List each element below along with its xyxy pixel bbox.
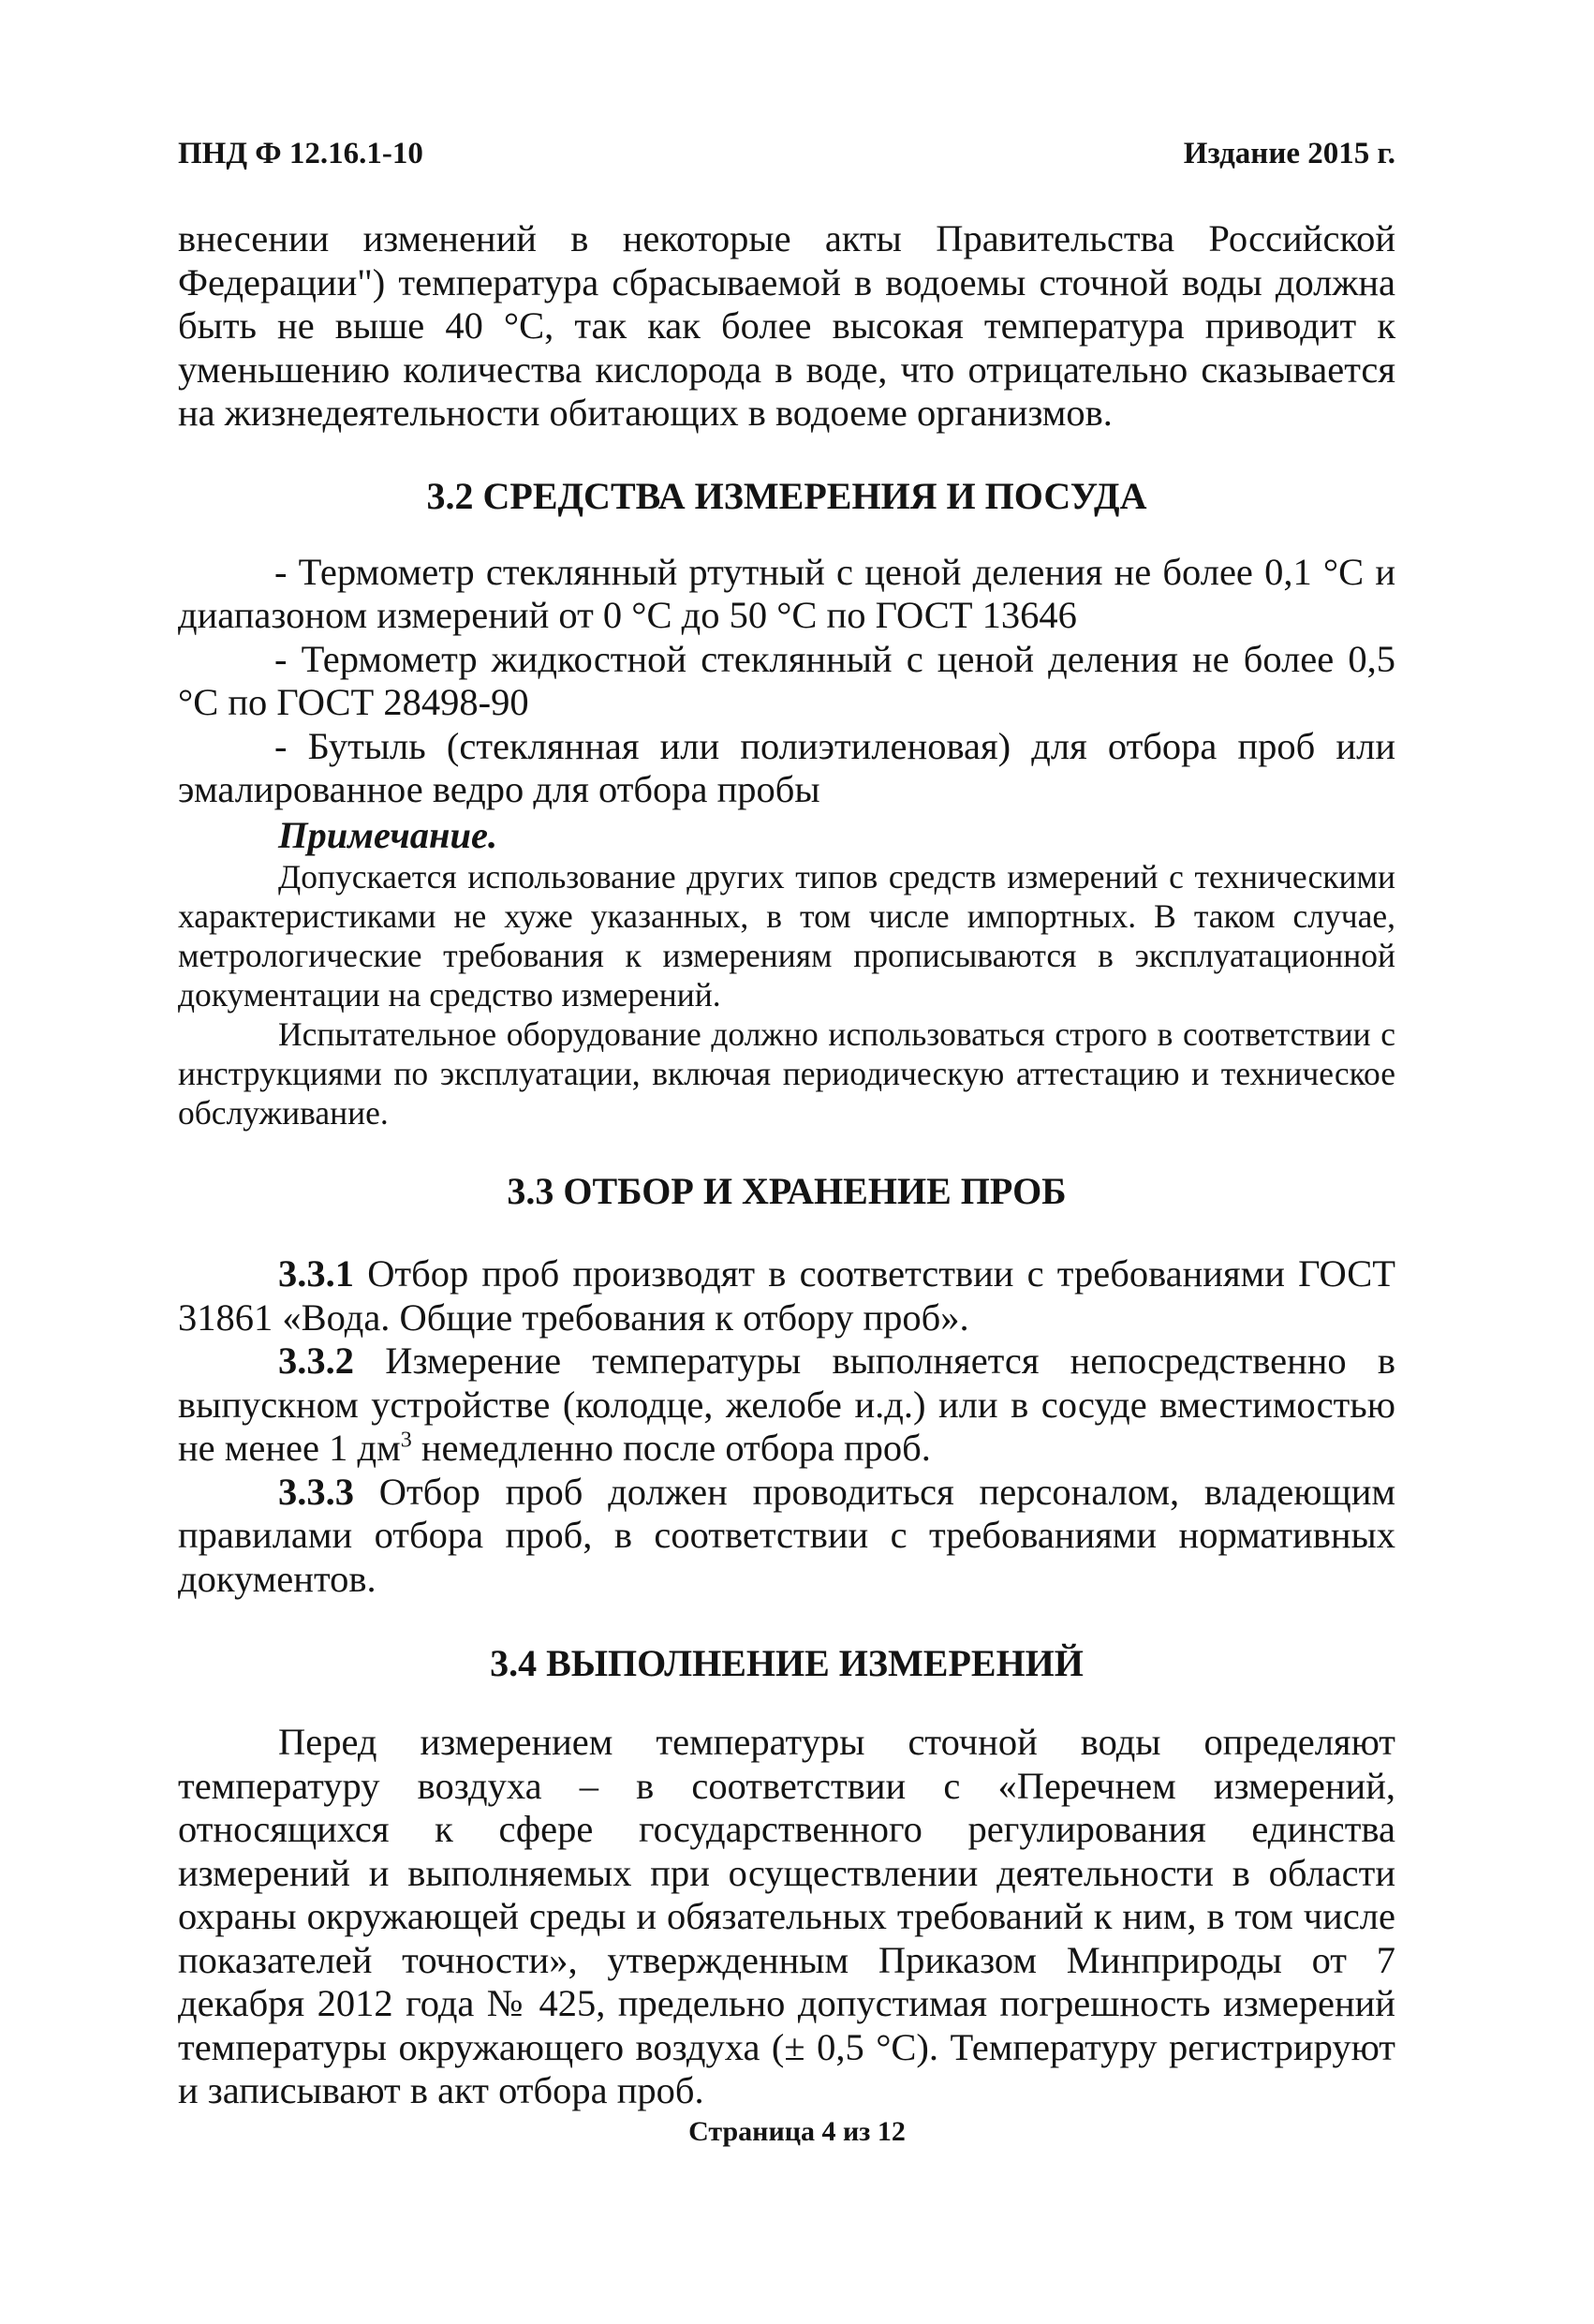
section-3-3-title: 3.3 ОТБОР И ХРАНЕНИЕ ПРОБ (507, 1170, 1067, 1212)
clause-text: Отбор проб производят в соответствии с требованиями ГОСТ 31861 «Вода. Общие требования к отбору проб». (178, 1252, 1395, 1339)
note-paragraph: Испытательное оборудование должно использоваться строго в соответствии с инструкциями по эксплуатации, включая периодическую аттестацию и техническое обслуживание. (178, 1015, 1395, 1132)
equipment-item: - Термометр стеклянный ртутный с ценой деления не более 0,1 °С и диапазоном измерений от 0 °С до 50 °С по ГОСТ 13646 (178, 550, 1395, 636)
note-title: Примечание. (278, 813, 498, 856)
clause-3-3-1 (178, 1252, 1395, 1340)
section-3-2-title: 3.2 СРЕДСТВА ИЗМЕРЕНИЯ И ПОСУДА (426, 474, 1147, 517)
clause-3-3-3 (178, 1471, 1395, 1602)
clause-text-cont: немедленно после отбора проб. (411, 1427, 931, 1469)
equipment-item: - Бутыль (стеклянная или полиэтиленовая) для отбора проб или эмалированное ведро для отбора пробы (178, 724, 1395, 810)
clause-text: Отбор проб должен проводиться персоналом, владеющим правилами отбора проб, в соответствии с требованиями нормативных документов. (178, 1470, 1396, 1600)
edition-label: Издание 2015 г. (1183, 137, 1395, 170)
note-paragraph: Допускается использование других типов средств измерений с техническими характеристиками не хуже указанных, в том числе импортных. В таком случае, метрологические требования к измерениям прописываются в эксплуатационной документации на средство измерений. (178, 858, 1395, 1014)
measurement-paragraph: Перед измерением температуры сточной воды определяют температуру воздуха – в соответствии с «Перечнем измерений, относящихся к сфере государственного регулирования единства измерений и выполняемых при осуществлении деятельности в области охраны окружающей среды и обязательных требований к ним, в том числе показателей точности», утвержденным Приказом Минприроды от 7 декабря 2012 года № 425, предельно допустимая погрешность измерений температуры окружающего воздуха (± 0,5 °С). Температуру регистрируют и записывают в акт отбора проб. (178, 1721, 1395, 2111)
page-header (178, 137, 1395, 184)
section-3-4-title: 3.4 ВЫПОЛНЕНИЕ ИЗМЕРЕНИЙ (490, 1642, 1084, 1684)
document-code: ПНД Ф 12.16.1-10 (178, 137, 423, 170)
clause-text: Измерение температуры выполняется непосредственно в выпускном устройстве (колодце, желобе и.д.) или в сосуде вместимостью не менее 1 дм (178, 1340, 1395, 1469)
document-body (178, 217, 1395, 2113)
superscript-cube: 3 (400, 1428, 412, 1453)
intro-paragraph: внесении изменений в некоторые акты Правительства Российской Федерации") температура сбрасываемой в водоемы сточной воды должна быть не выше 40 °С, так как более высокая температура приводит к уменьшению количества кислорода в воде, что отрицательно сказывается на жизнедеятельности обитающих в водоеме организмов. (178, 217, 1395, 434)
clause-number: 3.3.3 (278, 1470, 354, 1513)
page-footer: Страница 4 из 12 (688, 2116, 906, 2147)
clause-number: 3.3.1 (278, 1252, 354, 1295)
clause-3-3-2 (178, 1340, 1395, 1471)
equipment-item: - Термометр жидкостной стеклянный с ценой деления не более 0,5 °С по ГОСТ 28498-90 (178, 637, 1395, 723)
clause-number: 3.3.2 (278, 1340, 354, 1382)
